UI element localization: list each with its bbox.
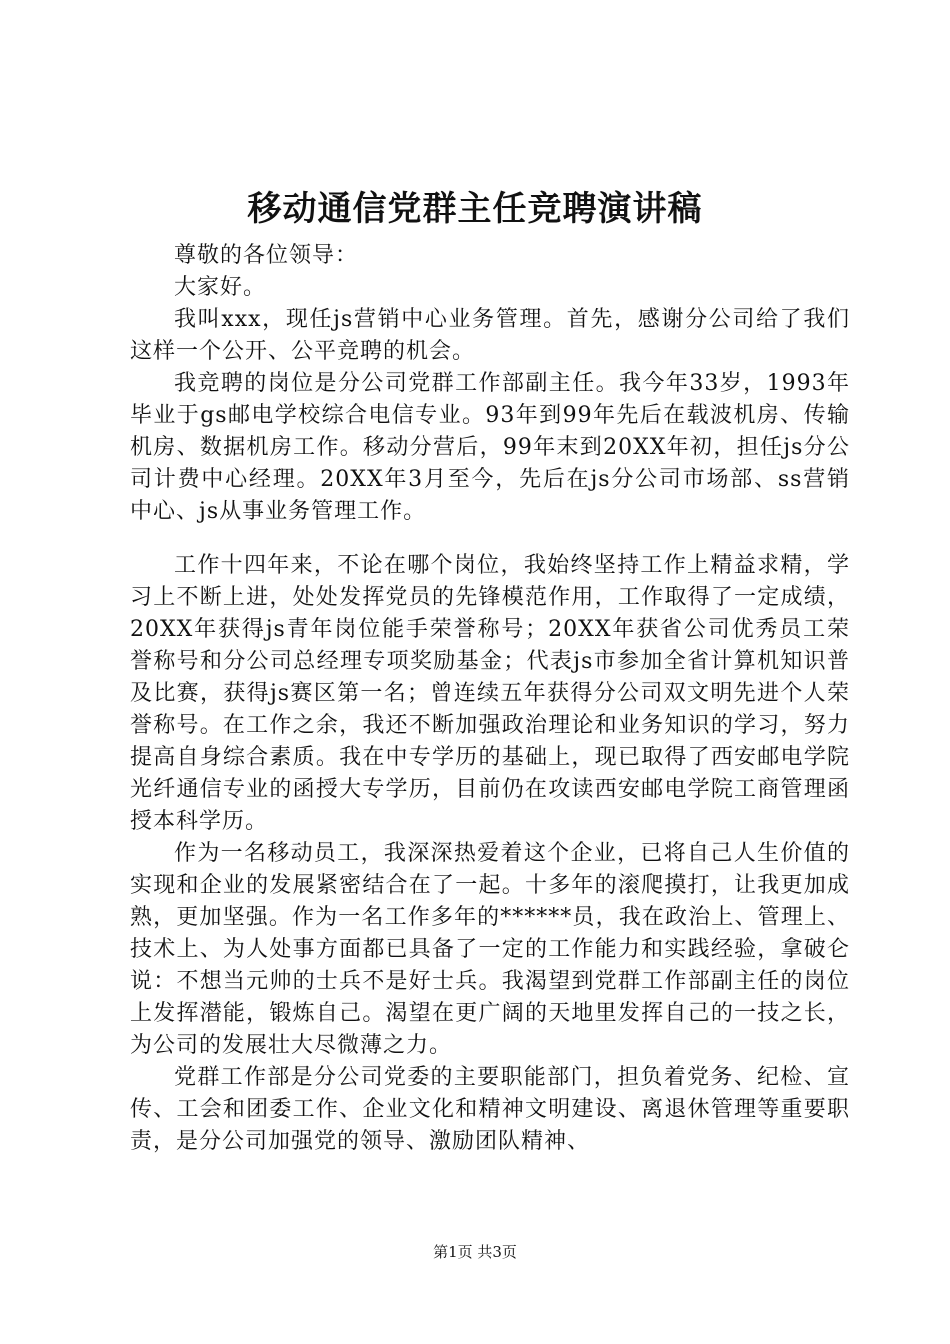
salutation: 尊敬的各位领导： (174, 243, 359, 268)
paragraph-achievements: 工作十四年来，不论在哪个岗位，我始终坚持工作上精益求精，学习上不断上进，处处发挥党员的先锋模范作用，工作取得了一定成绩，20XX年获得js青年岗位能手荣誉称号；20XX年获省公司优秀员工荣誉称号和分公司总经理专项奖励基金；代表js市参加全省计算机知识普及比赛，获得js赛区第一名；曾连续五年获得分公司双文明先进个人荣誉称号。在工作之余，我还不断加强政治理论和业务知识的学习，努力提高自身综合素质。我在中专学历的基础上，现已取得了西安邮电学院光纤通信专业的函授大专学历，目前仍在攻读西安邮电学院工商管理函授本科学历。 (130, 553, 850, 834)
greeting: 大家好。 (174, 275, 267, 300)
paragraph-department: 党群工作部是分公司党委的主要职能部门，担负着党务、纪检、宣传、工会和团委工作、企业文化和精神文明建设、离退休管理等重要职责，是分公司加强党的领导、激励团队精神、 (130, 1065, 850, 1154)
paragraph-background: 我竞聘的岗位是分公司党群工作部副主任。我今年33岁，1993年毕业于gs邮电学校综合电信专业。93年到99年先后在载波机房、传输机房、数据机房工作。移动分营后，99年末到20XX年初，担任js分公司计费中心经理。20XX年3月至今，先后在js分公司市场部、ss营销中心、js从事业务管理工作。 (130, 371, 850, 524)
document-title: 移动通信党群主任竞聘演讲稿 (247, 189, 703, 229)
paragraph-motivation: 作为一名移动员工，我深深热爱着这个企业，已将自己人生价值的实现和企业的发展紧密结合在了一起。十多年的滚爬摸打，让我更加成熟，更加坚强。作为一名工作多年的******员，我在政治上、管理上、技术上、为人处事方面都已具备了一定的工作能力和实践经验，拿破仑说：不想当元帅的士兵不是好士兵。我渴望到党群工作部副主任的岗位上发挥潜能，锻炼自己。渴望在更广阔的天地里发挥自己的一技之长，为公司的发展壮大尽微薄之力。 (130, 841, 850, 1058)
paragraph-introduction: 我叫xxx，现任js营销中心业务管理。首先，感谢分公司给了我们这样一个公开、公平竞聘的机会。 (130, 307, 850, 364)
page-footer: 第1页 共3页 (433, 1243, 517, 1261)
document-body (130, 240, 850, 1158)
